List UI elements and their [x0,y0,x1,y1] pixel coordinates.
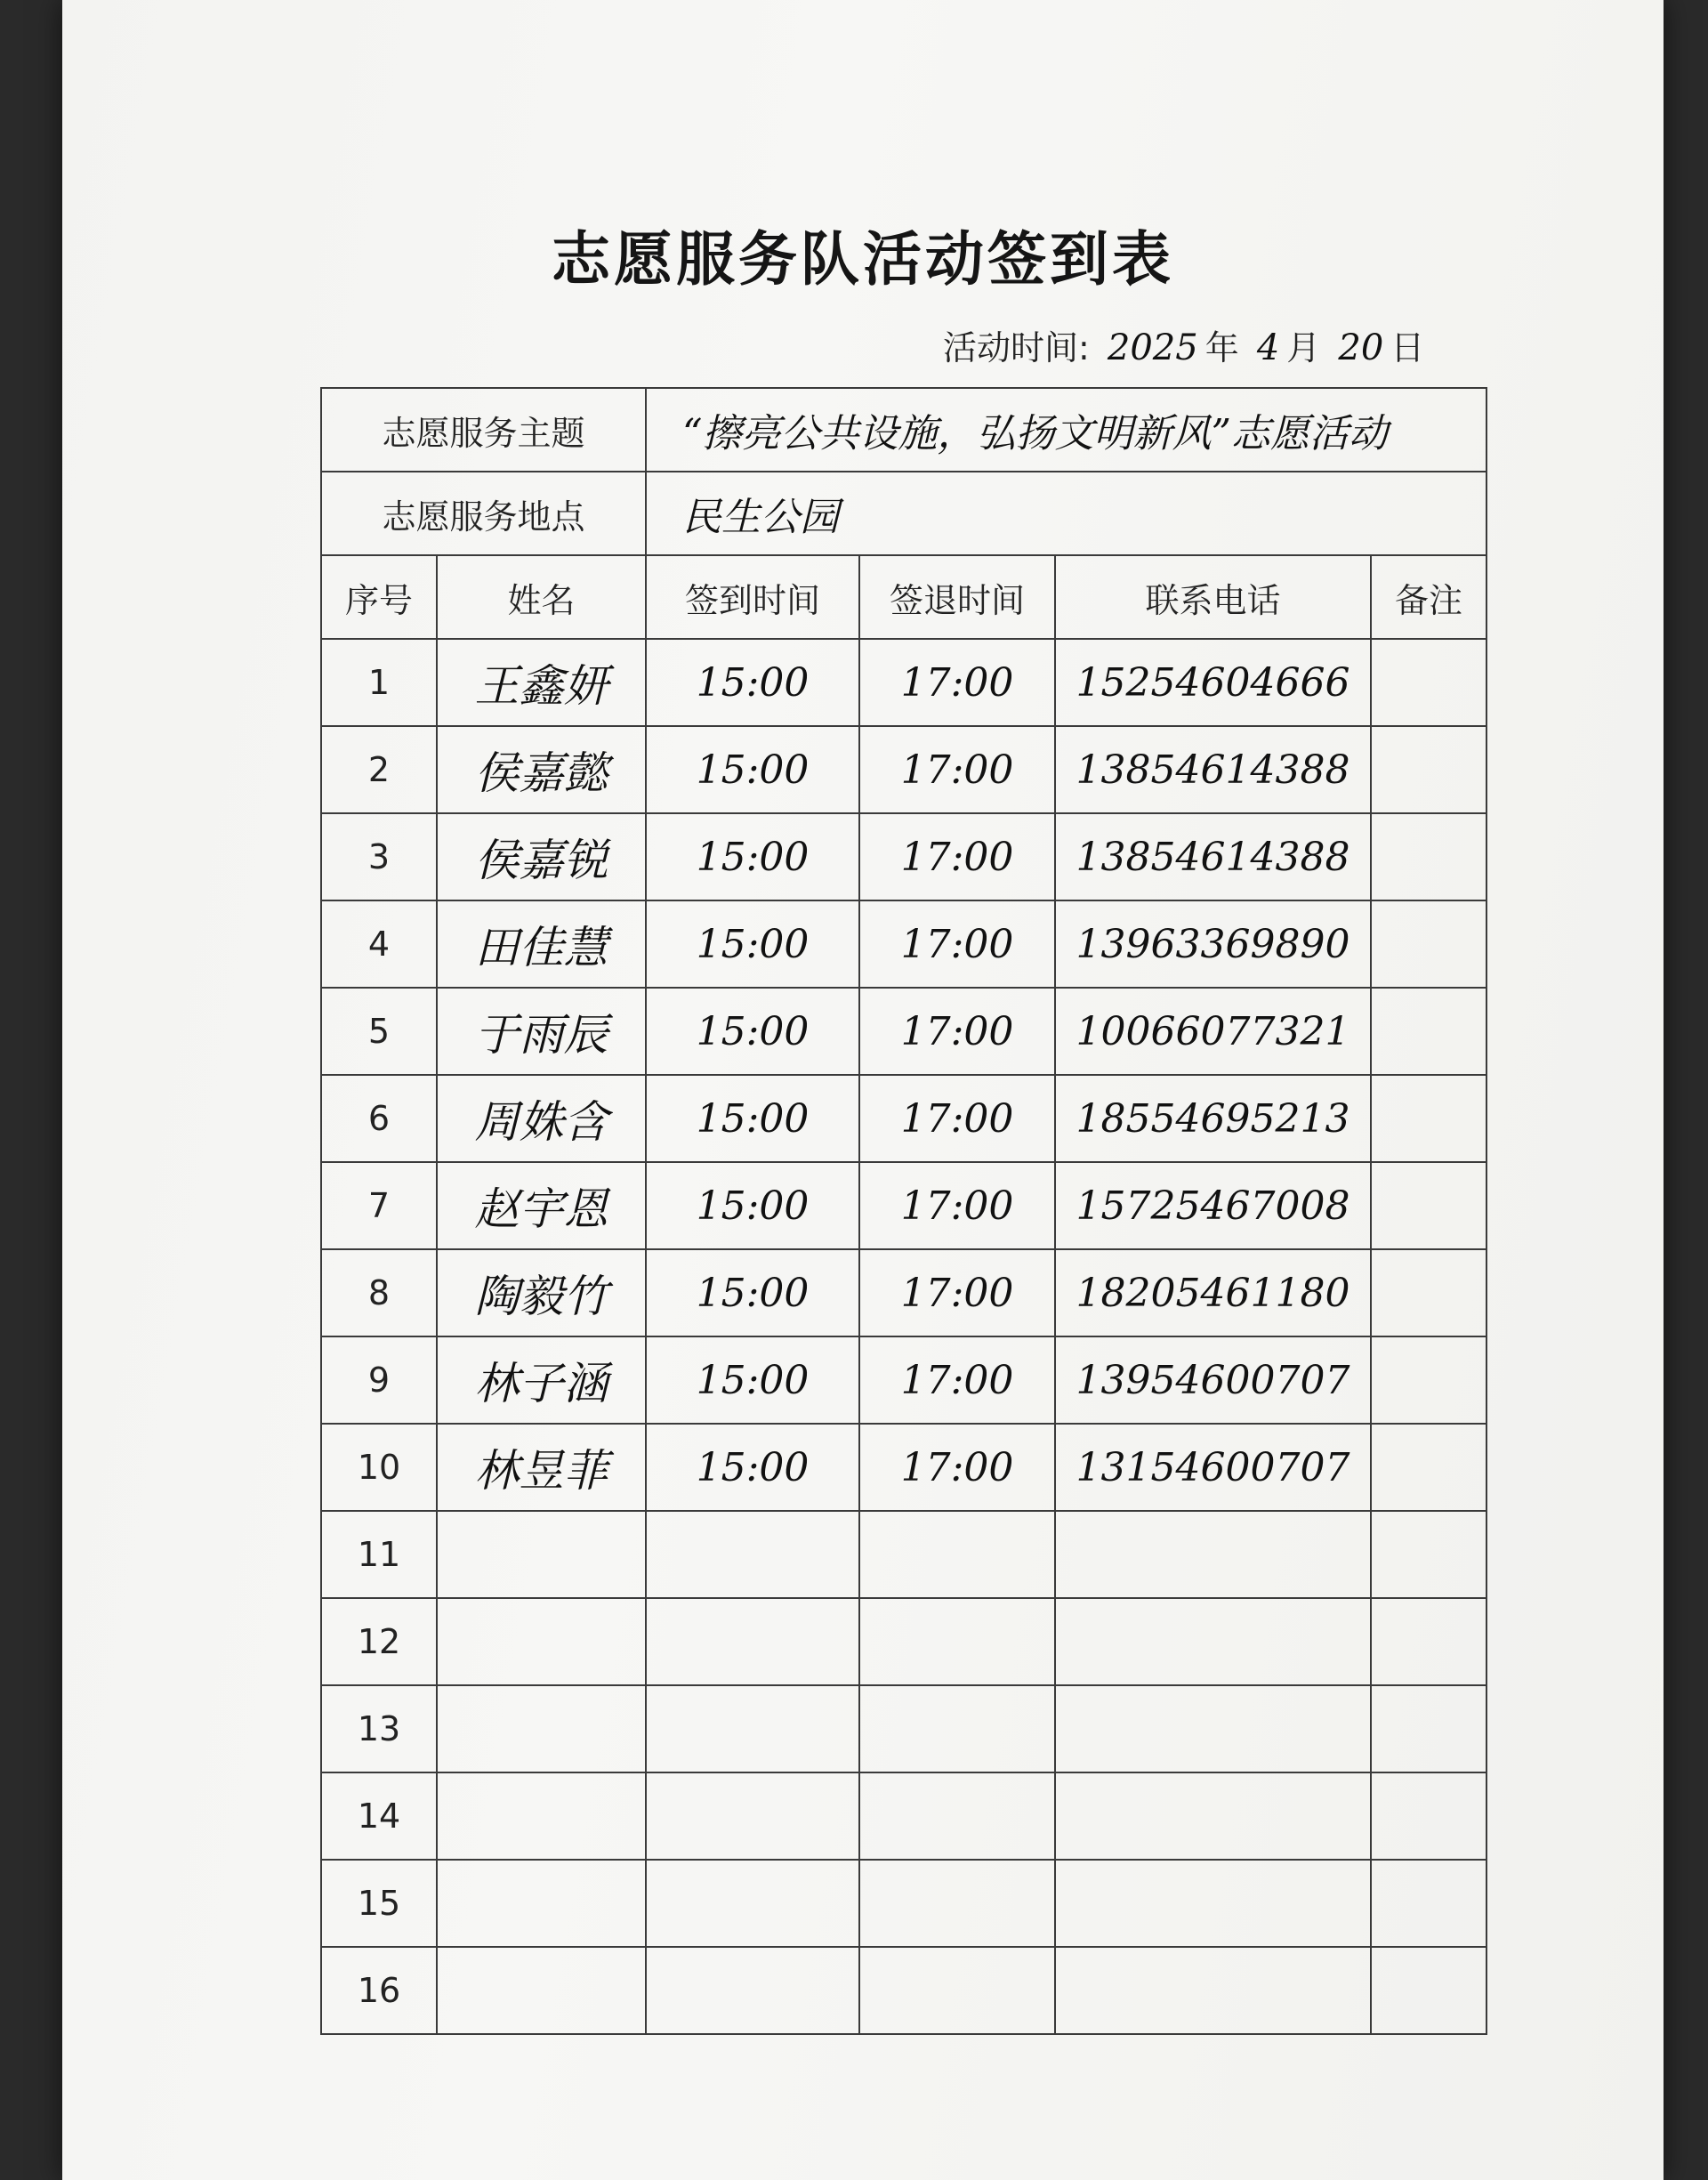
contact-phone-cell [1055,1075,1371,1162]
contact-phone-cell [1055,813,1371,900]
volunteer-name-cell [437,813,646,900]
volunteer-name-cell [437,1598,646,1685]
remark-cell [1371,1598,1486,1685]
volunteer-name: 赵宇恩 [474,1183,608,1235]
checkout-time-cell [859,813,1055,900]
month-unit: 月 [1286,328,1321,367]
checkin-time: 15:00 [696,921,810,967]
remark-cell [1371,1860,1486,1947]
checkin-time-cell [646,1336,859,1424]
contact-phone-cell [1055,1860,1371,1947]
table-row [321,726,1486,813]
checkin-time: 15:00 [696,834,810,880]
contact-phone-cell [1055,1598,1371,1685]
checkin-time-cell [646,1685,859,1772]
checkout-time-cell [859,1075,1055,1162]
table-row [321,1424,1486,1511]
volunteer-name-cell [437,1685,646,1772]
row-number: 8 [367,1273,391,1312]
row-number: 14 [357,1796,401,1836]
table-row [321,1947,1486,2034]
table-row [321,988,1486,1075]
volunteer-name: 王鑫妍 [474,660,608,712]
year-unit: 年 [1204,328,1239,367]
checkout-time-cell [859,1249,1055,1336]
checkout-time-cell [859,639,1055,726]
row-number: 1 [367,663,391,702]
checkout-time: 17:00 [900,1444,1014,1490]
contact-phone: 18554695213 [1076,1095,1350,1142]
day-unit: 日 [1390,328,1425,367]
checkout-time: 17:00 [900,1357,1014,1403]
row-number: 2 [367,750,391,789]
row-number: 7 [367,1186,391,1225]
col-header-no: 序号 [321,555,437,639]
volunteer-name: 于雨辰 [474,1009,608,1061]
table-row [321,1685,1486,1772]
checkin-time-cell [646,639,859,726]
header-row [321,555,1486,639]
table-row [321,1075,1486,1162]
checkout-time: 17:00 [900,1008,1014,1054]
remark-cell [1371,1947,1486,2034]
checkin-time: 15:00 [696,1095,810,1142]
volunteer-name: 林昱菲 [474,1445,608,1497]
volunteer-name: 陶毅竹 [474,1271,608,1322]
checkout-time-cell [859,1772,1055,1860]
volunteer-name: 侯嘉懿 [474,747,608,799]
contact-phone-cell [1055,1685,1371,1772]
page-title: 志愿服务队活动签到表 [552,225,1174,294]
contact-phone-cell [1055,1424,1371,1511]
row-number-cell [321,639,437,726]
col-header-phone: 联系电话 [1055,555,1371,639]
remark-cell [1371,1685,1486,1772]
row-number-cell [321,1511,437,1598]
contact-phone-cell [1055,1947,1371,2034]
remark-cell [1371,1772,1486,1860]
checkout-time: 17:00 [900,747,1014,793]
volunteer-name-cell [437,1424,646,1511]
volunteer-name-cell [437,1162,646,1249]
checkin-time-cell [646,1947,859,2034]
volunteer-name: 侯嘉锐 [474,835,608,886]
contact-phone-cell [1055,1511,1371,1598]
volunteer-name-cell [437,1860,646,1947]
volunteer-name-cell [437,1249,646,1336]
table-row [321,1772,1486,1860]
remark-cell [1371,1336,1486,1424]
row-number: 3 [367,837,391,876]
volunteer-name: 林子涵 [474,1358,608,1409]
remark-cell [1371,1162,1486,1249]
contact-phone: 13154600707 [1076,1444,1350,1490]
checkout-time-cell [859,1860,1055,1947]
contact-phone-cell [1055,639,1371,726]
activity-day: 20 [1338,327,1384,368]
location-label: 志愿服务地点 [321,472,646,555]
contact-phone-cell [1055,726,1371,813]
volunteer-name-cell [437,726,646,813]
checkin-time: 15:00 [696,1444,810,1490]
table-row [321,1598,1486,1685]
theme-label: 志愿服务主题 [321,388,646,472]
location-text: 民生公园 [682,495,840,540]
checkin-time-cell [646,1772,859,1860]
contact-phone: 10066077321 [1076,1008,1350,1054]
remark-cell [1371,1075,1486,1162]
row-number: 10 [357,1448,401,1487]
volunteer-name-cell [437,1511,646,1598]
activity-time-label: 活动时间: [943,328,1090,367]
remark-cell [1371,988,1486,1075]
row-number-cell [321,726,437,813]
checkout-time-cell [859,1336,1055,1424]
checkin-time-cell [646,813,859,900]
checkin-time-cell [646,1162,859,1249]
table-row [321,639,1486,726]
checkout-time: 17:00 [900,1095,1014,1142]
remark-cell [1371,1249,1486,1336]
checkout-time: 17:00 [900,834,1014,880]
row-number: 12 [357,1622,401,1661]
checkin-time: 15:00 [696,1183,810,1229]
row-number-cell [321,1424,437,1511]
volunteer-name-cell [437,988,646,1075]
row-number: 4 [367,924,391,964]
contact-phone-cell [1055,988,1371,1075]
checkout-time-cell [859,1685,1055,1772]
row-number: 13 [357,1709,401,1748]
volunteer-name: 田佳慧 [474,922,608,973]
row-number-cell [321,1685,437,1772]
checkin-time-cell [646,726,859,813]
row-number-cell [321,1860,437,1947]
checkout-time-cell [859,1424,1055,1511]
table-row [321,900,1486,988]
checkout-time-cell [859,1598,1055,1685]
table-row [321,1336,1486,1424]
volunteer-name-cell [437,1772,646,1860]
row-number: 11 [357,1535,401,1574]
contact-phone-cell [1055,1162,1371,1249]
contact-phone-cell [1055,1249,1371,1336]
table-row [321,1249,1486,1336]
checkin-time-cell [646,1075,859,1162]
checkin-time-cell [646,1249,859,1336]
checkout-time: 17:00 [900,1270,1014,1316]
contact-phone-cell [1055,900,1371,988]
table-row [321,1860,1486,1947]
volunteer-name-cell [437,1947,646,2034]
table-row [321,1511,1486,1598]
row-number-cell [321,900,437,988]
checkin-time: 15:00 [696,1270,810,1316]
remark-cell [1371,900,1486,988]
theme-value [646,388,1486,472]
theme-text: “擦亮公共设施，弘扬文明新风”志愿活动 [682,411,1389,456]
col-header-checkout: 签退时间 [859,555,1055,639]
remark-cell [1371,813,1486,900]
activity-year: 2025 [1107,327,1198,368]
checkin-time-cell [646,1860,859,1947]
contact-phone: 15254604666 [1076,659,1350,706]
volunteer-name: 周姝含 [474,1096,608,1148]
contact-phone: 13954600707 [1076,1357,1350,1403]
row-number: 6 [367,1099,391,1138]
remark-cell [1371,1424,1486,1511]
contact-phone: 18205461180 [1076,1270,1350,1316]
sign-in-table [320,387,1487,2035]
remark-cell [1371,726,1486,813]
col-header-note: 备注 [1371,555,1486,639]
paper-sheet [62,0,1664,2180]
volunteer-name-cell [437,639,646,726]
checkin-time-cell [646,900,859,988]
checkout-time-cell [859,1511,1055,1598]
row-number-cell [321,1162,437,1249]
checkin-time: 15:00 [696,1008,810,1054]
remark-cell [1371,1511,1486,1598]
location-value [646,472,1486,555]
contact-phone: 15725467008 [1076,1183,1350,1229]
checkout-time-cell [859,726,1055,813]
checkout-time: 17:00 [900,1183,1014,1229]
checkin-time: 15:00 [696,1357,810,1403]
row-number-cell [321,1772,437,1860]
row-number: 16 [357,1971,401,2010]
row-number-cell [321,1249,437,1336]
row-number-cell [321,1598,437,1685]
contact-phone-cell [1055,1336,1371,1424]
checkin-time-cell [646,1598,859,1685]
checkin-time: 15:00 [696,747,810,793]
volunteer-name-cell [437,1336,646,1424]
checkout-time-cell [859,1947,1055,2034]
checkout-time-cell [859,1162,1055,1249]
activity-time [943,320,1424,369]
theme-row [321,388,1486,472]
checkout-time: 17:00 [900,921,1014,967]
checkout-time-cell [859,988,1055,1075]
table-row [321,1162,1486,1249]
table-row [321,813,1486,900]
row-number-cell [321,988,437,1075]
checkin-time-cell [646,988,859,1075]
checkin-time-cell [646,1511,859,1598]
row-number: 9 [367,1360,391,1400]
contact-phone: 13854614388 [1076,834,1350,880]
row-number-cell [321,1075,437,1162]
row-number-cell [321,1336,437,1424]
row-number: 15 [357,1884,401,1923]
contact-phone-cell [1055,1772,1371,1860]
remark-cell [1371,639,1486,726]
checkout-time: 17:00 [900,659,1014,706]
volunteer-name-cell [437,900,646,988]
location-row [321,472,1486,555]
contact-phone: 13963369890 [1076,921,1350,967]
contact-phone: 13854614388 [1076,747,1350,793]
row-number-cell [321,1947,437,2034]
row-number: 5 [367,1012,391,1051]
volunteer-name-cell [437,1075,646,1162]
activity-month: 4 [1256,327,1280,368]
checkin-time-cell [646,1424,859,1511]
col-header-name: 姓名 [437,555,646,639]
checkout-time-cell [859,900,1055,988]
checkin-time: 15:00 [696,659,810,706]
col-header-checkin: 签到时间 [646,555,859,639]
row-number-cell [321,813,437,900]
